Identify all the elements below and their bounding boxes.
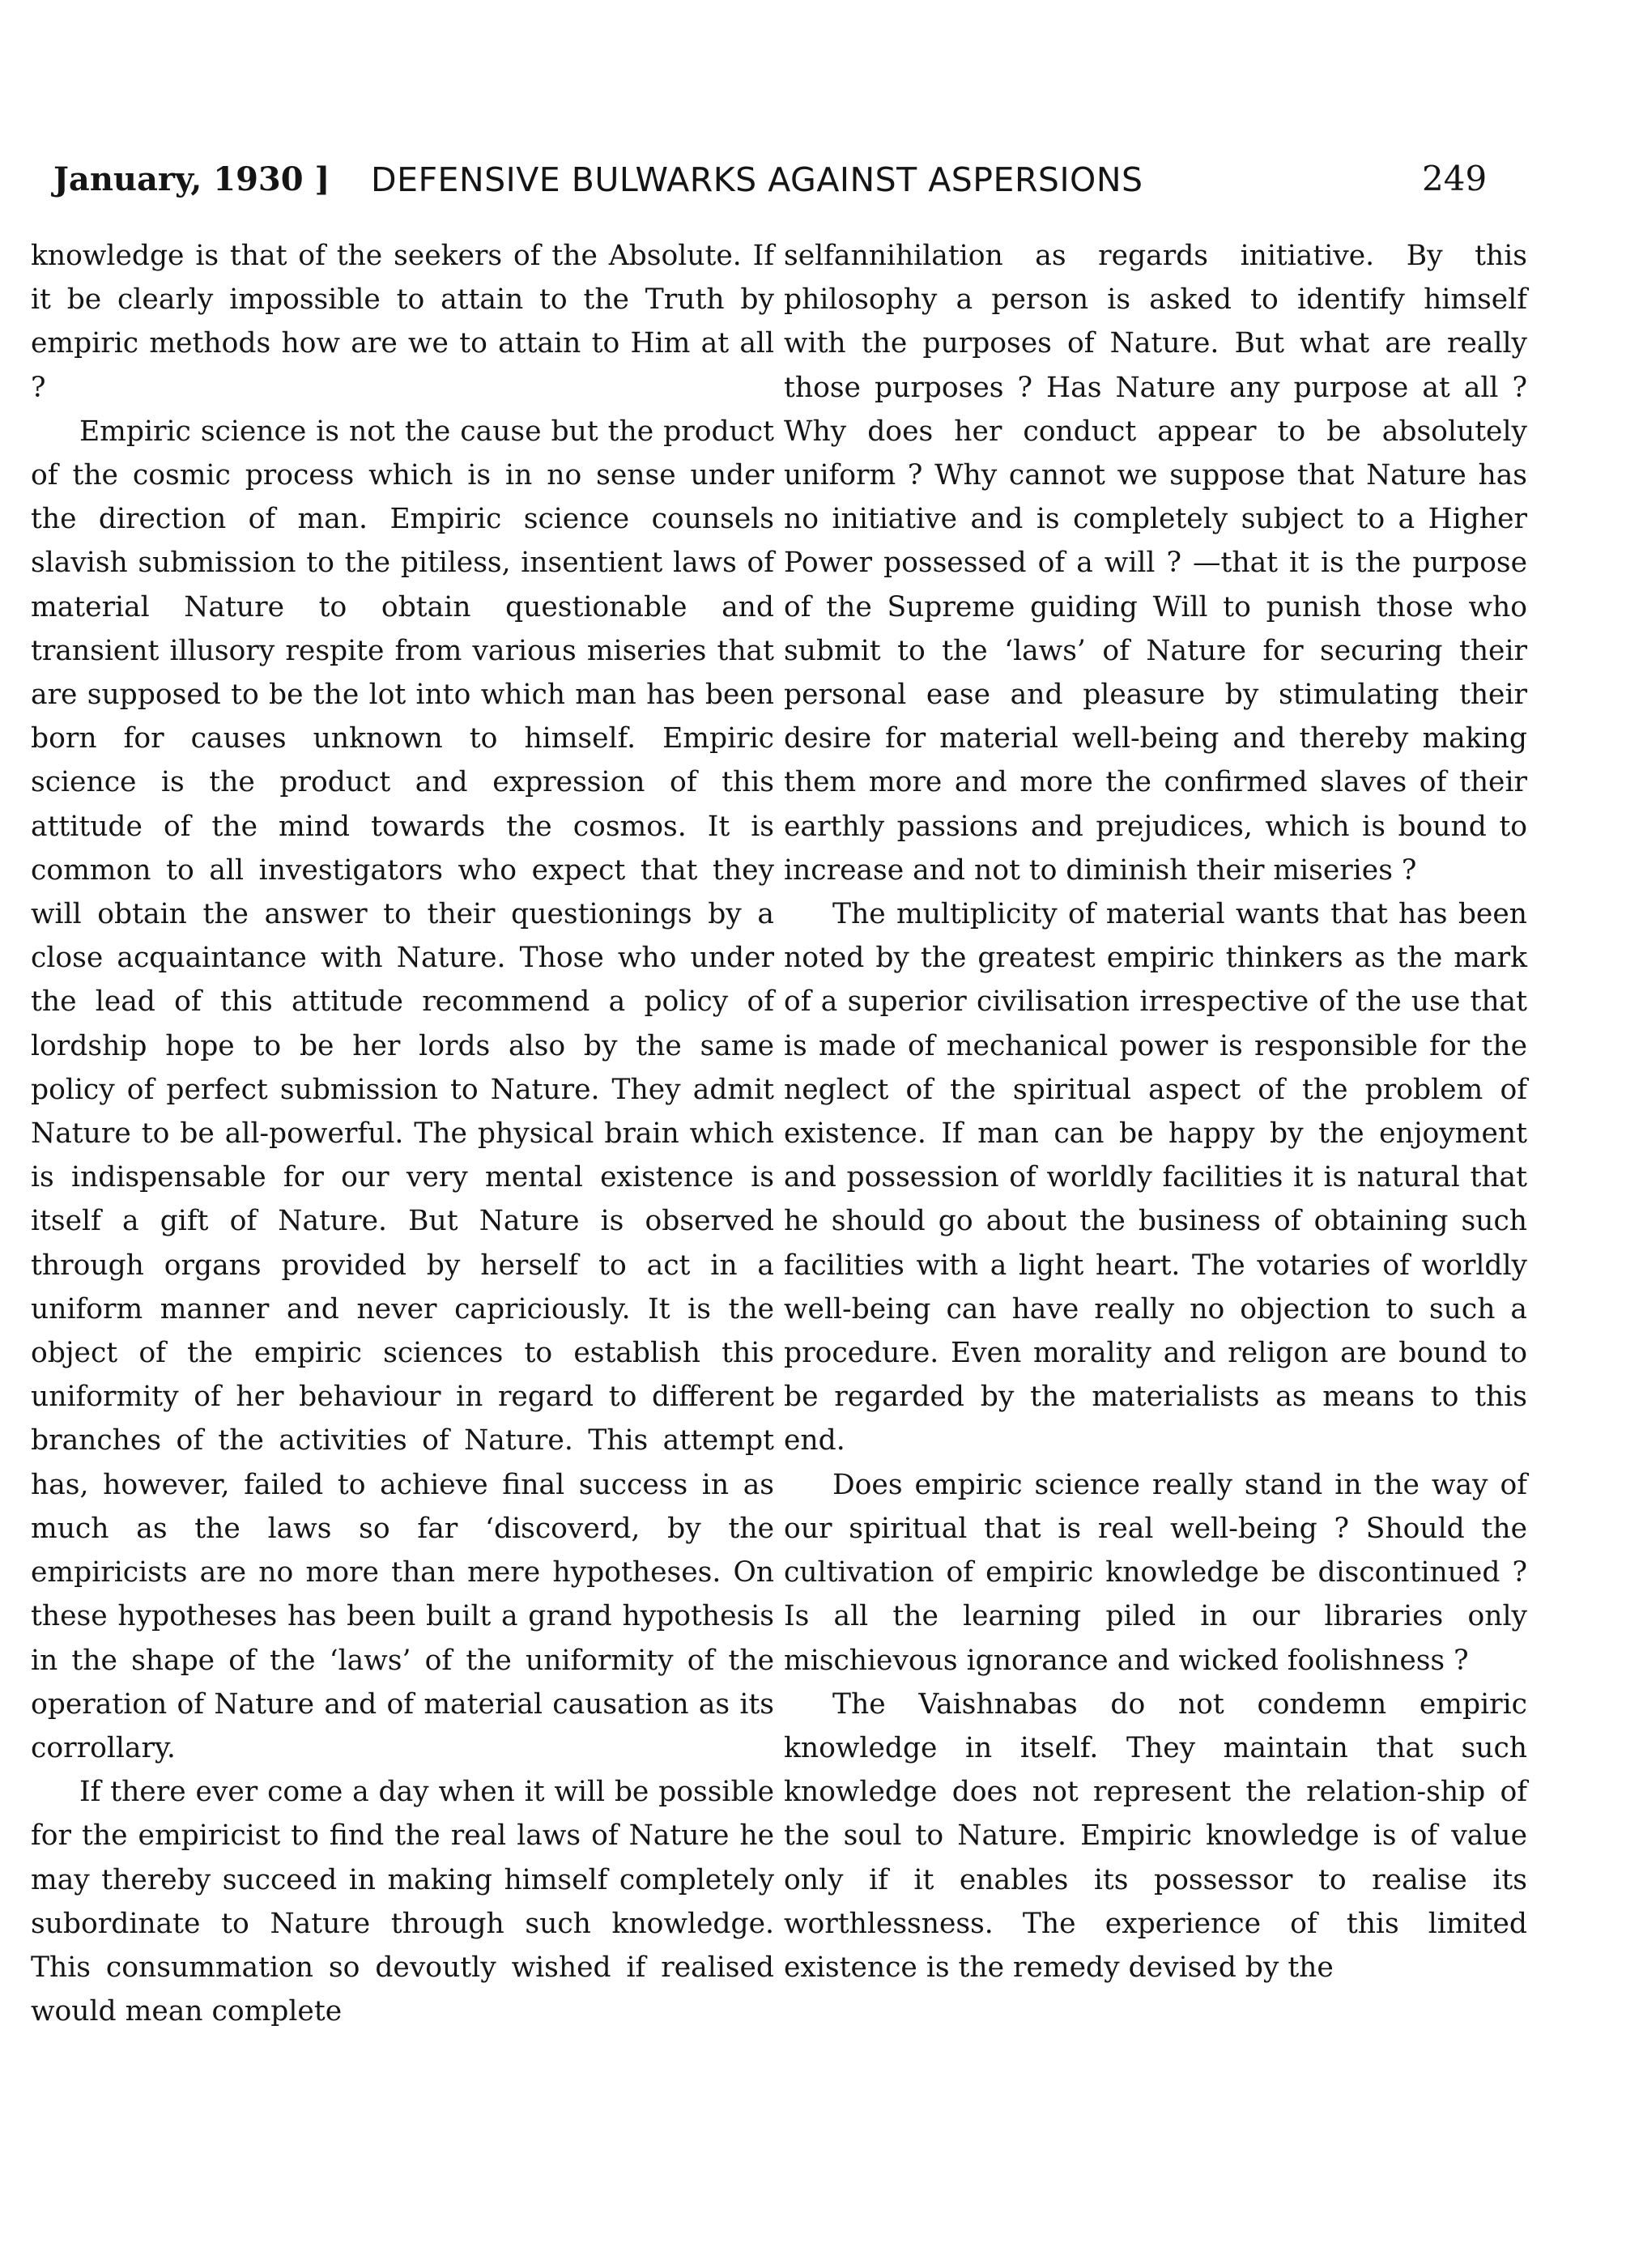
paragraph: The Vaishnabas do not condemn empiric knowledge in itself. They maintain that such knowledge does not represent the relation-ship of the soul to Nature. Empiric knowledge is of value only if it enables its possessor to realise its worthlessness. The experience of this limited existence is the remedy devised by the [784,1687,1527,1984]
paragraph: selfannihilation as regards initiative. By this philosophy a person is asked to identify himself with the purposes of Nature. But what are really those purposes ? Has Nature any purpose at all ? Why does her conduct appear to be absolutely uniform ? Why cannot we suppose that Nature has no initiative and is completely subject to a Higher Power possessed of a will ? —that it is the purpose of the Supreme guiding Will to punish those who submit to the ‘laws’ of Nature for securing their personal ease and pleasure by stimulating their desire for material well-being and thereby making them more and more the confirmed slaves of their earthly passions and prejudices, which is bound to increase and not to diminish their miseries ? [784,240,1527,887]
header-date: January, 1930 ] [53,160,330,198]
left-column [31,234,774,2033]
right-column [784,234,1527,1989]
paragraph: If there ever come a day when it will be possible for the empiricist to find the real laws of Nature he may thereby succeed in making himself completely subordinate to Nature through such knowledge. This consummation so devoutly wished if realised would mean complete [31,1776,774,2028]
paragraph: Does empiric science really stand in the way of our spiritual that is real well-being ? Should the cultivation of empiric knowledge be discontinued ? Is all the learning piled in our libraries only mischievous ignorance and wicked foolishness ? [784,1468,1527,1677]
running-header [53,160,1511,209]
paragraph: Empiric science is not the cause but the product of the cosmic process which is in no sense under the direction of man. Empiric science counsels slavish submission to the pitiless, insentient laws of material Nature to obtain questionable and transient illusory respite from various miseries that are supposed to be the lot into which man has been born for causes unknown to himself. Empiric science is the product and expression of this attitude of the mind towards the cosmos. It is common to all investigators who expect that they will obtain the answer to their questionings by a close acquaintance with Nature. Those who under the lead of this attitude recommend a policy of lordship hope to be her lords also by the same policy of perfect submission to Nature. They admit Nature to be all-powerful. The physical brain which is indispensable for our very mental existence is itself a gift of Nature. But Nature is observed through organs provided by herself to act in a uniform manner and never capriciously. It is the object of the empiric sciences to establish this uniformity of her behaviour in regard to different branches of the activities of Nature. This attempt has, however, failed to achieve final success in as much as the laws so far ‘discoverd, by the empiricists are no more than mere hypotheses. On these hypotheses has been built a grand hypothesis in the shape of the ‘laws’ of the uniformity of the operation of Nature and of material causation as its corrollary. [31,415,774,1764]
header-title: DEFENSIVE BULWARKS AGAINST ASPERSIONS [371,160,1143,199]
paragraph: The multiplicity of material wants that has been noted by the greatest empiric thinkers as the mark of a superior civilisation irrespective of the use that is made of mechanical power is responsible for the neglect of the spiritual aspect of the problem of existence. If man can be happy by the enjoyment and possession of worldly facilities it is natural that he should go about the business of obtaining such facilities with a light heart. The votaries of worldly well-being can have really no objection to such a procedure. Even morality and religon are bound to be regarded by the materialists as means to this end. [784,898,1527,1457]
page-number: 249 [1422,159,1488,198]
paragraph: knowledge is that of the seekers of the Absolute. If it be clearly impossible to attain to the Truth by empiric methods how are we to attain to Him at all ? [31,240,774,404]
